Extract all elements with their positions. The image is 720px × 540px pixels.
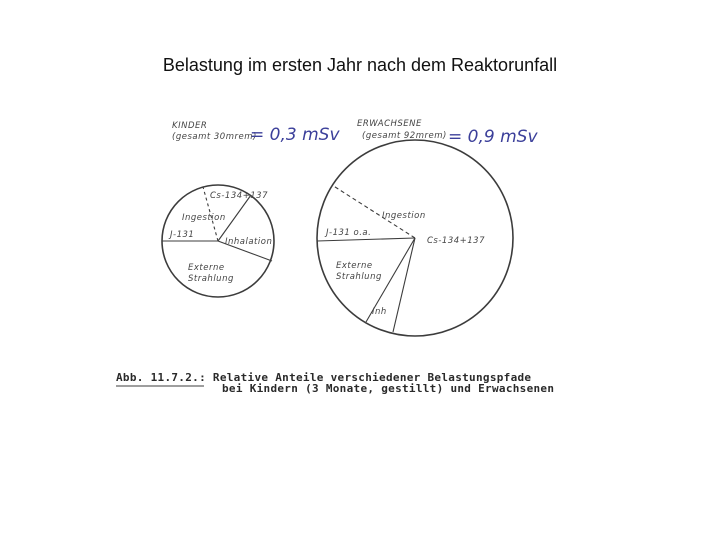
figure-caption-line-2: bei Kindern (3 Monate, gestillt) und Erwachsenen: [222, 382, 555, 395]
children-label-cs: Cs-134+137: [210, 191, 269, 201]
adults-divider-iodine: [317, 238, 415, 241]
adults-divider-inhalation: [393, 238, 415, 332]
adults-label-external-1: Externe: [336, 261, 373, 271]
children-pie: [162, 185, 274, 297]
adults-dose-handwritten: = 0,9 mSv: [448, 127, 538, 147]
children-label-iodine: J-131: [170, 230, 195, 240]
children-label-ingestion: Ingestion: [182, 213, 226, 223]
adults-total: (gesamt 92mrem): [362, 131, 447, 141]
adults-label-inhalation: Inh: [372, 307, 387, 317]
adults-label-ingestion: Ingestion: [382, 211, 426, 221]
adults-label-cs: Cs-134+137: [427, 236, 486, 246]
adults-label-external-2: Strahlung: [336, 272, 382, 282]
figure-caption-line-1: Abb. 11.7.2.: Relative Anteile verschiedener Belastungspfade: [116, 371, 532, 384]
adults-heading: ERWACHSENE: [357, 119, 422, 129]
adults-label-iodine: J-131 o.a.: [326, 228, 372, 238]
children-label-external-2: Strahlung: [188, 274, 234, 284]
adults-pie: [317, 140, 513, 336]
children-label-external-1: Externe: [188, 263, 225, 273]
children-heading: KINDER: [172, 121, 208, 131]
children-label-inhalation: Inhalation: [225, 237, 273, 247]
children-dose-handwritten: = 0,3 mSv: [250, 125, 340, 145]
scanned-figure: [110, 110, 600, 400]
slide-title: Belastung im ersten Jahr nach dem Reaktorunfall: [162, 55, 558, 75]
children-total: (gesamt 30mrem): [172, 132, 257, 142]
pie-diagrams: [110, 110, 600, 400]
